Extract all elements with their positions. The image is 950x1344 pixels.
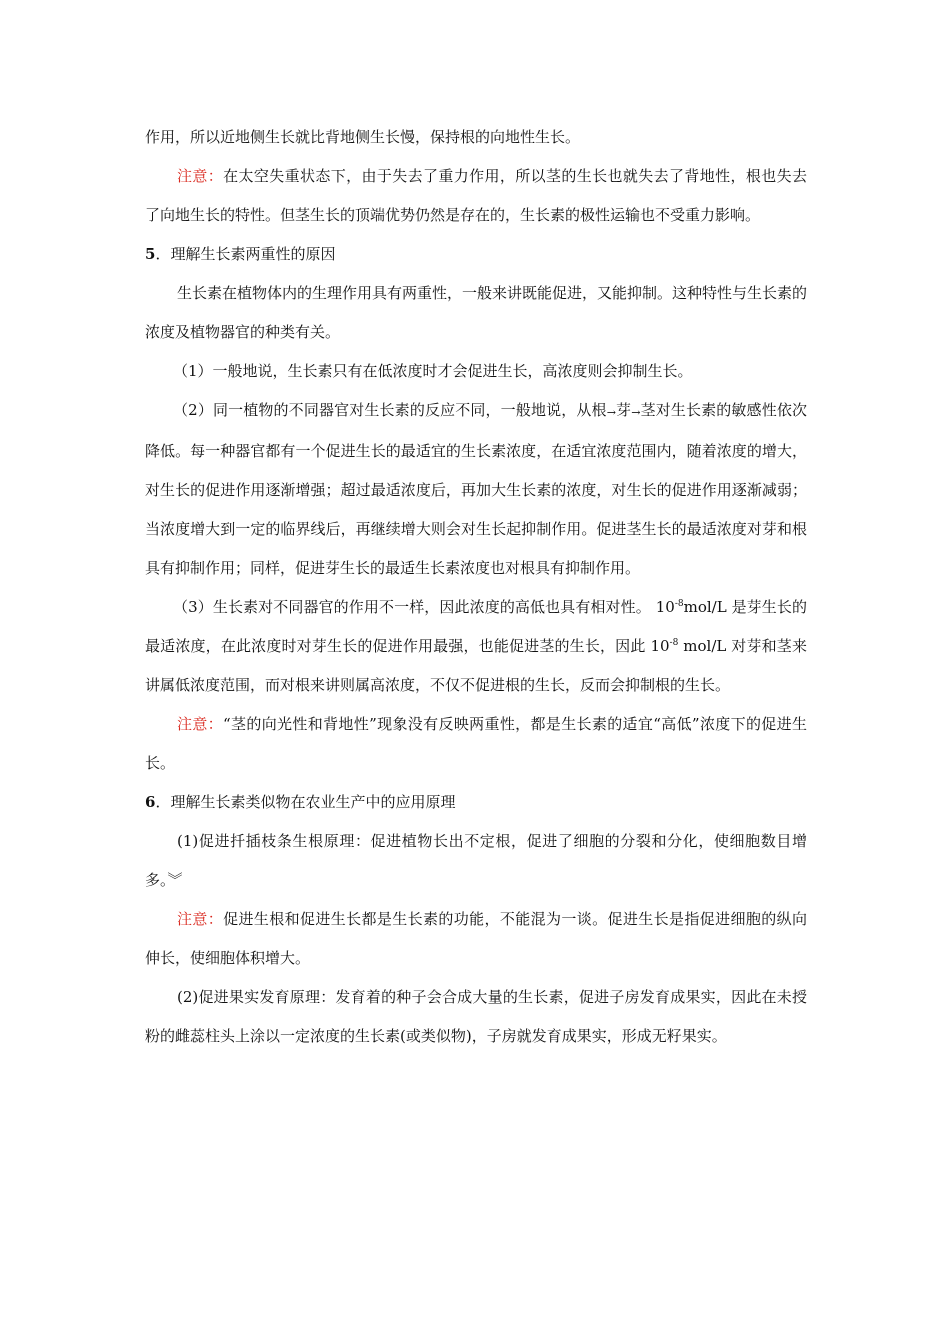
section-heading-6: [145, 783, 807, 822]
note-text: 促进生根和促进生长都是生长素的功能，不能混为一谈。促进生长是指促进细胞的纵向伸长，使细胞体积增大。: [145, 910, 807, 967]
paragraph-s6-2: (2)促进果实发育原理：发育着的种子会合成大量的生长素，促进子房发育成果实，因此在未授粉的雌蕊柱头上涂以一定浓度的生长素(或类似物)，子房就发育成果实，形成无籽果实。: [145, 988, 807, 1045]
text-segment: 茎对生长素的敏感性依次降低。每一种器官都有一个促进生长的最适宜的生长素浓度，在适宜浓度范围内，随着浓度的增大，对生长的促进作用逐渐增强；超过最适浓度后，再加大生长素的浓度，对生长的促进作用逐渐减弱；当浓度增大到一定的临界线后，再继续增大则会对生长起抑制作用。促进茎生长的最适浓度对芽和根具有抑制作用；同样，促进芽生长的最适生长素浓度也对根具有抑制作用。: [145, 401, 807, 577]
concentration-value: $10^{-8}$ mol/L: [650, 637, 727, 655]
text-segment: 芽: [615, 401, 632, 419]
paragraph-s6-1: [145, 822, 807, 900]
text-segment: （3）生长素对不同器官的作用不一样，因此浓度的高低也具有相对性。: [173, 598, 651, 616]
note-text: 在太空失重状态下，由于失去了重力作用，所以茎的生长也就失去了背地性，根也失去了向地生长的特性。但茎生长的顶端优势仍然是存在的，生长素的极性运输也不受重力影响。: [145, 167, 807, 224]
section-title: ．理解生长素两重性的原因: [155, 245, 336, 263]
note-text: “茎的向光性和背地性”现象没有反映两重性，都是生长素的适宜“高低”浓度下的促进生长。: [145, 715, 807, 772]
paragraph-s5-3: [145, 588, 807, 705]
text-segment: (1)促进扦插枝条生根原理：促进植物长出不定根，促进了细胞的分裂和分化，使细胞数目增多。: [145, 832, 807, 889]
note-label: 注意：: [177, 715, 224, 733]
section-number: 5: [145, 245, 156, 263]
note-label: 注意：: [177, 910, 224, 928]
note-label: 注意：: [177, 167, 224, 185]
section-title: ．理解生长素类似物在农业生产中的应用原理: [155, 793, 456, 811]
note-paragraph-2: [145, 705, 807, 783]
text-segment: 是芽生长的最适浓度，在此浓度时对芽生长的促进作用最强，也能促进茎的生长，因此: [145, 598, 807, 655]
paragraph-s5-1: （1）一般地说，生长素只有在低浓度时才会促进生长，高浓度则会抑制生长。: [173, 362, 693, 380]
arrow-icon: →: [606, 406, 616, 419]
paragraph-continued: 作用，所以近地侧生长就比背地侧生长慢，保持根的向地性生长。: [145, 128, 581, 146]
note-paragraph-3: [145, 900, 807, 978]
note-paragraph-1: [145, 157, 807, 235]
section-heading-5: [145, 235, 807, 274]
text-segment: 对芽和茎来讲属低浓度范围，而对根来讲则属高浓度，不仅不促进根的生长，反而会抑制根的生长。: [145, 637, 807, 694]
mark-icon: ︾: [167, 871, 183, 889]
arrow-icon: →: [631, 406, 641, 419]
paragraph-s5-2: [145, 391, 807, 588]
section-number: 6: [145, 793, 156, 811]
document-page: [145, 118, 807, 1056]
concentration-value: $10^{-8}mol/L$: [655, 598, 727, 616]
text-segment: （2）同一植物的不同器官对生长素的反应不同，一般地说，从根: [173, 401, 607, 419]
paragraph-s5-intro: 生长素在植物体内的生理作用具有两重性，一般来讲既能促进，又能抑制。这种特性与生长素的浓度及植物器官的种类有关。: [145, 284, 808, 341]
